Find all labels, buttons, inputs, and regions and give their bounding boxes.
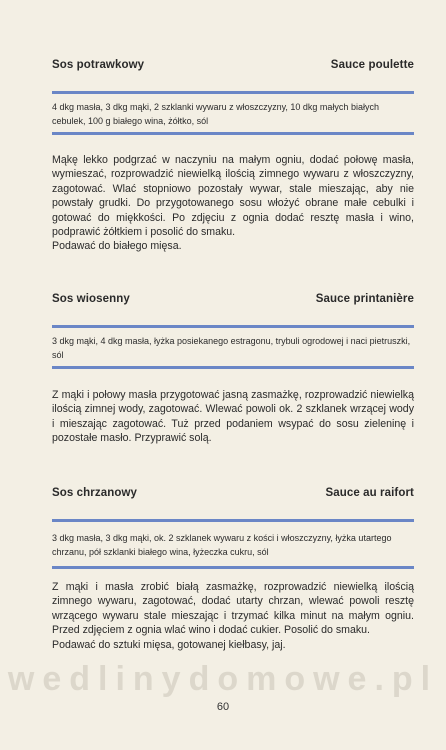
recipe-header-printaniere (52, 293, 414, 305)
serving-note: Podawać do białego mięsa. (52, 240, 182, 253)
recipe-instructions (52, 388, 414, 446)
instructions-paragraph: Mąkę lekko podgrzać w naczyniu na małym ogniu, dodać połowę masła, wymieszać, rozprowadzić niewielką ilością zimnego wywaru z włoszczyzny, zagotować. Wlać stopniowo pozostały wywar, stale mieszając, aby nie powstały grudki. Do przygotowanego sosu włożyć obrane małe cebulki i gotować do miękkości. Po zdjęciu z ognia dodać resztę masła i wino, podprawić żółtkiem i posolić do smaku. (52, 154, 414, 239)
page-number: 60 (216, 701, 230, 713)
serving-note: Podawać do sztuki mięsa, gotowanej kiełbasy, jaj. (52, 638, 286, 651)
recipe-header-poulette (52, 59, 414, 71)
recipe-title-french: Sauce printanière (315, 293, 414, 305)
ingredients-list: 3 dkg masła, 3 dkg mąki, ok. 2 szklanek wywaru z kości i włoszczyzny, łyżka utartego chrzanu, pół szklanki białego wina, łyżeczka cukru, sól (52, 533, 392, 557)
ingredients-bottom-rule (52, 566, 414, 569)
recipe-title-french: Sauce au raifort (325, 487, 414, 499)
recipe-title-polish: Sos potrawkowy (52, 59, 145, 71)
ingredients-top-rule (52, 519, 414, 522)
recipe-title-polish: Sos wiosenny (52, 293, 130, 305)
recipe-instructions (52, 153, 414, 254)
ingredients-top-rule (52, 325, 414, 328)
recipe-header-raifort (52, 487, 414, 499)
recipe-instructions (52, 580, 414, 652)
ingredients-bottom-rule (52, 132, 414, 135)
recipe-title-french: Sauce poulette (330, 59, 414, 71)
ingredients-bottom-rule (52, 366, 414, 369)
instructions-paragraph: Z mąki i połowy masła przygotować jasną zasmażkę, rozprowadzić niewielką ilością zimnej wody, zagotować. Wlewać powoli ok. 2 szklanek wrzącej wody i mieszając zagotować. Tuż przed podaniem wsypać do sosu zieleninę i pozostałe masło. Przyprawić solą. (52, 389, 414, 445)
instructions-paragraph: Z mąki i masła zrobić białą zasmażkę, rozprowadzić niewielką ilością zimnego wywaru, zagotować, dodać utarty chrzan, wlewać powoli resztę wrzącego wywaru stale mieszając i trzymać kilka minut na małym ogniu. Przed zdjęciem z ognia wlać wino i dodać cukier. Posolić do smaku. (52, 581, 414, 637)
recipe-title-polish: Sos chrzanowy (52, 487, 138, 499)
ingredients-top-rule (52, 91, 414, 94)
watermark-text: wedlinydomowe.pl (7, 660, 439, 698)
ingredients-list: 4 dkg masła, 3 dkg mąki, 2 szklanki wywaru z włoszczyzny, 10 dkg małych białych cebulek, 100 g białego wina, żółtko, sól (52, 102, 379, 126)
ingredients-list: 3 dkg mąki, 4 dkg masła, łyżka posiekanego estragonu, trybuli ogrodowej i naci pietruszki, sól (52, 336, 411, 360)
